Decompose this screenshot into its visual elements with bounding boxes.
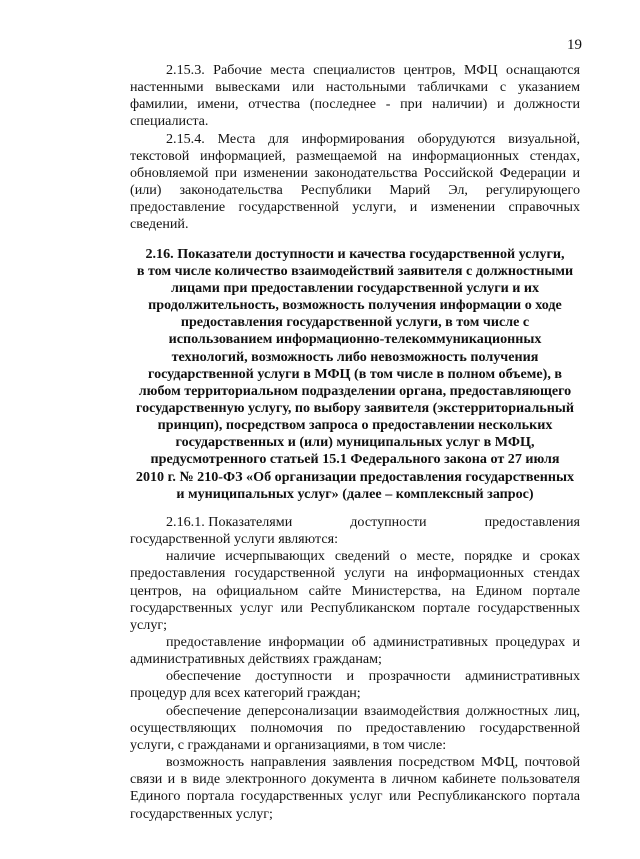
heading-line: лицами при предоставлении государственной услуги и их xyxy=(170,279,540,296)
heading-line: государственную услугу, по выбору заявителя (экстерриториальный xyxy=(136,399,574,416)
list-item: обеспечение деперсонализации взаимодействия должностных лиц, осуществляющих полномочия по предоставлению государственной услуги, с гражданами и организациями, в том числе: xyxy=(130,702,580,753)
paragraph-2-16-1-rest: государственной услуги являются: xyxy=(130,531,338,548)
heading-line: использованием информационно-телекоммуникационных xyxy=(168,331,542,348)
heading-line: и муниципальных услуг» (далее – комплексный запрос) xyxy=(176,485,534,502)
list-item: предоставление информации об административных процедурах и административных действиях гражданам; xyxy=(130,634,580,668)
list-item: наличие исчерпывающих сведений о месте, порядке и сроках предоставления государственной услуги на информационных стендах центров, на официальном сайте Министерства, на Едином портале государственных услуг или Республиканском портале государственных услуг; xyxy=(130,548,580,633)
heading-line: государственных и (или) муниципальных услуг в МФЦ, xyxy=(175,434,535,451)
text-fragment: доступности xyxy=(350,513,427,530)
list-item: обеспечение доступности и прозрачности административных процедур для всех категорий граждан; xyxy=(130,668,580,702)
list-item: возможность направления заявления посредством МФЦ, почтовой связи и в виде электронного документа в личном кабинете пользователя Единого портала государственных услуг или Республиканского портала государственных услуг; xyxy=(130,754,580,822)
page-number: 19 xyxy=(567,37,582,53)
section-heading-2-16 xyxy=(130,246,580,503)
text-fragment: 2.16.1. Показателями xyxy=(166,513,293,530)
heading-line: предусмотренного статьей 15.1 Федерального закона от 27 июля xyxy=(150,451,560,468)
heading-line: принцип), посредством запроса о предоставлении нескольких xyxy=(157,417,553,434)
heading-line: 2010 г. № 210-ФЗ «Об организации предоставления государственных xyxy=(135,468,575,485)
heading-line: продолжительность, возможность получения информации о ходе xyxy=(148,297,562,314)
text-fragment: предоставления xyxy=(484,513,580,530)
heading-line: предоставления государственной услуги, в том числе с xyxy=(180,314,530,331)
paragraph-2-16-1-first-line xyxy=(130,514,580,531)
heading-line: государственной услуги в МФЦ (в том числе в полном объеме), в xyxy=(148,365,562,382)
heading-line: в том числе количество взаимодействий заявителя с должностными xyxy=(136,262,574,279)
paragraph-2-15-4: 2.15.4. Места для информирования оборудуются визуальной, текстовой информацией, размещаемой на информационных стендах, обновляемой при изменении законодательства Российской Федерации и (или) законодательства Республики Марий Эл, регулирующего предоставление государственной услуги, и изменении справочных сведений. xyxy=(130,130,580,233)
heading-line: технологий, возможность либо невозможность получения xyxy=(171,348,539,365)
paragraph-2-15-3: 2.15.3. Рабочие места специалистов центров, МФЦ оснащаются настенными вывесками или настольными табличками с указанием фамилии, имени, отчества (последнее - при наличии) и должности специалиста. xyxy=(130,62,580,130)
heading-line: любом территориальном подразделении органа, предоставляющего xyxy=(138,382,572,399)
heading-line: 2.16. Показатели доступности и качества государственной услуги, xyxy=(145,245,565,262)
document-body xyxy=(130,62,580,823)
